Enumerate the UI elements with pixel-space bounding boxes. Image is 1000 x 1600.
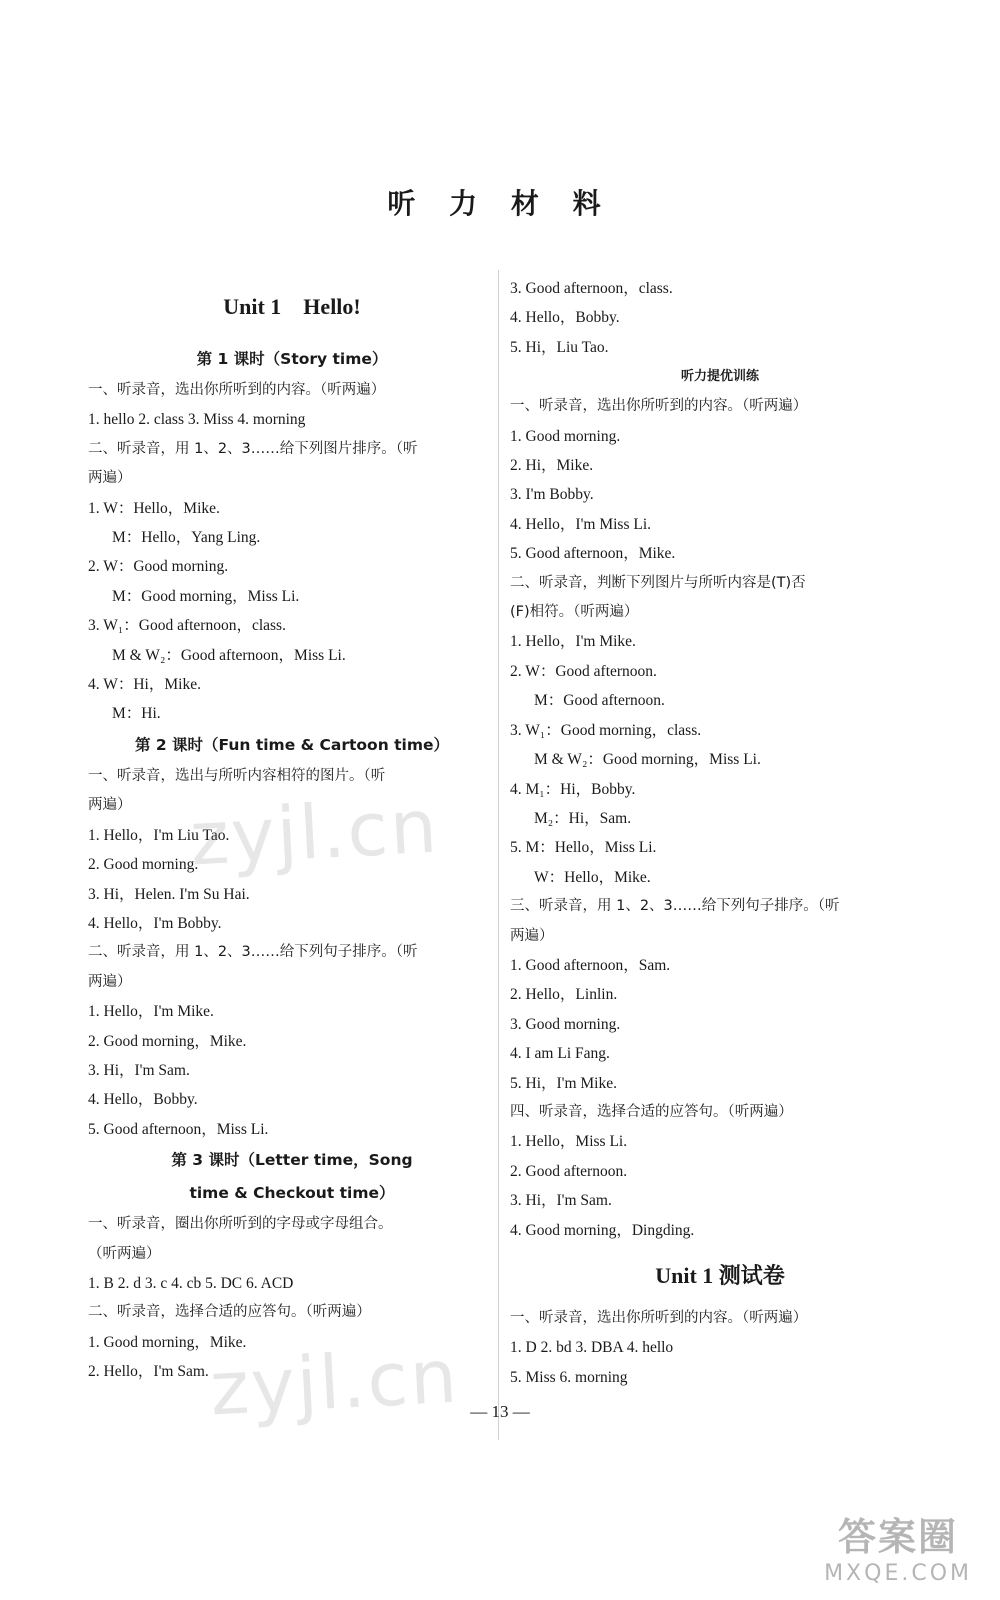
corner-logo — [824, 1506, 972, 1586]
test-lines — [510, 1304, 930, 1392]
transcript-line: 4. Hello，Bobby. — [510, 309, 620, 327]
instruction-line: 一、听录音，选出你所听到的内容。（听两遍） — [510, 398, 808, 415]
watermark: zyjl.cn — [207, 1333, 461, 1433]
transcript-line: 2. Good morning，Mike. — [88, 1032, 247, 1050]
transcript-line: 1. Good afternoon，Sam. — [510, 956, 671, 974]
transcript-line: 3. Hi，Helen. I'm Su Hai. — [88, 885, 250, 903]
transcript-line: M：Hello，Yang Ling. — [112, 529, 261, 547]
transcript-line: 2. Hello，I'm Sam. — [88, 1363, 209, 1381]
lesson-3-title-line2: time & Checkout time） — [189, 1184, 395, 1203]
transcript-line: M & W₂：Good afternoon，Miss Li. — [112, 646, 346, 664]
instruction-line: 二、听录音，用 1、2、3……给下列图片排序。（听 — [88, 440, 418, 457]
transcript-line: 4. Good morning，Dingding. — [510, 1221, 695, 1239]
instruction-line: 二、听录音，判断下列图片与所听内容是(T)否 — [510, 574, 806, 591]
transcript-line: 4. Hello，I'm Miss Li. — [510, 515, 651, 533]
transcript-line: 4. Hello，Bobby. — [88, 1091, 198, 1109]
transcript-line: 1. Hello，Miss Li. — [510, 1133, 628, 1151]
transcript-line: 5. Miss 6. morning — [510, 1368, 628, 1386]
lesson-2-title: 第 2 课时（Fun time & Cartoon time） — [134, 735, 450, 754]
unit-title: Unit 1 Hello! — [223, 294, 361, 319]
transcript-line: 3. Good afternoon，class. — [510, 280, 673, 297]
instruction-line: 两遍） — [88, 973, 132, 990]
transcript-line: 3. Hi，I'm Sam. — [510, 1192, 612, 1210]
transcript-line: 5. Good afternoon，Mike. — [510, 545, 676, 563]
transcript-line: 1. Good morning，Mike. — [88, 1333, 247, 1351]
page-title: 听 力 材 料 — [387, 187, 613, 220]
transcript-line: 4. W：Hi，Mike. — [88, 676, 201, 694]
transcript-line: 2. Good morning. — [88, 856, 199, 874]
transcript-line: 3. I'm Bobby. — [510, 486, 594, 504]
training-lines — [510, 392, 930, 1245]
instruction-line: 一、听录音，选出与所听内容相符的图片。（听 — [88, 767, 386, 784]
transcript-line: M & W₂：Good morning，Miss Li. — [534, 751, 761, 769]
transcript-line: 3. W₁：Good afternoon，class. — [88, 617, 286, 635]
instruction-line: 三、听录音，用 1、2、3……给下列句子排序。（听 — [510, 898, 840, 915]
transcript-line: 5. Hi，I'm Mike. — [510, 1074, 617, 1092]
instruction-line: 两遍） — [88, 470, 132, 487]
transcript-line: 4. Hello，I'm Bobby. — [88, 914, 222, 932]
transcript-line: W：Hello，Mike. — [534, 868, 651, 886]
transcript-line: 1. D 2. bd 3. DBA 4. hello — [510, 1339, 674, 1357]
corner-logo-line1: 答案圈 — [838, 1515, 959, 1559]
continued-lines — [510, 274, 930, 362]
transcript-line: 1. hello 2. class 3. Miss 4. morning — [88, 411, 306, 429]
transcript-line: 5. M：Hello，Miss Li. — [510, 839, 657, 857]
transcript-line: 1. Hello，I'm Mike. — [510, 633, 636, 651]
lesson-1-title: 第 1 课时（Story time） — [196, 350, 388, 368]
transcript-line: 3. W₁：Good morning，class. — [510, 721, 702, 739]
watermark: zyjl.cn — [187, 783, 441, 883]
lesson-1-lines — [88, 376, 496, 729]
transcript-line: 1. Hello，I'm Mike. — [88, 1003, 214, 1021]
transcript-line: 2. Good afternoon. — [510, 1162, 628, 1180]
instruction-line: 二、听录音，用 1、2、3……给下列句子排序。（听 — [88, 944, 418, 961]
transcript-line: 4. M₁：Hi，Bobby. — [510, 780, 636, 798]
page-number: — 13 — — [470, 1402, 530, 1421]
transcript-line: 3. Good morning. — [510, 1015, 621, 1033]
transcript-line: 1. B 2. d 3. c 4. cb 5. DC 6. ACD — [88, 1274, 294, 1292]
transcript-line: 2. W：Good afternoon. — [510, 662, 657, 680]
instruction-line: 一、听录音，选出你所听到的内容。（听两遍） — [510, 1310, 808, 1326]
transcript-line: M₂：Hi，Sam. — [534, 809, 632, 827]
transcript-line: 1. Good morning. — [510, 427, 621, 445]
training-title: 听力提优训练 — [680, 369, 759, 385]
instruction-line: (F)相符。（听两遍） — [510, 604, 639, 621]
test-title: Unit 1 测试卷 — [655, 1263, 785, 1288]
instruction-line: 两遍） — [88, 797, 132, 814]
right-column — [510, 274, 930, 1392]
transcript-line: M：Good afternoon. — [534, 692, 665, 710]
column-divider — [498, 270, 499, 1440]
instruction-line: 四、听录音，选择合适的应答句。（听两遍） — [510, 1103, 793, 1120]
instruction-line: 一、听录音，圈出你所听到的字母或字母组合。 — [88, 1216, 393, 1233]
instruction-line: 两遍） — [510, 927, 554, 944]
transcript-line: 1. W：Hello，Mike. — [88, 499, 220, 517]
transcript-line: M：Good morning，Miss Li. — [112, 587, 300, 605]
instruction-line: （听两遍） — [88, 1245, 161, 1262]
transcript-line: 5. Good afternoon，Miss Li. — [88, 1120, 269, 1138]
transcript-line: 5. Hi，Liu Tao. — [510, 338, 609, 356]
transcript-line: 4. I am Li Fang. — [510, 1045, 610, 1063]
instruction-line: 一、听录音，选出你所听到的内容。（听两遍） — [88, 382, 386, 398]
transcript-line: 2. Hello，Linlin. — [510, 986, 618, 1004]
transcript-line: M：Hi. — [112, 705, 161, 723]
lesson-3-title-line1: 第 3 课时（Letter time，Song — [171, 1151, 413, 1170]
transcript-line: 1. Hello，I'm Liu Tao. — [88, 826, 230, 844]
transcript-line: 2. W：Good morning. — [88, 558, 229, 576]
transcript-line: 2. Hi，Mike. — [510, 457, 594, 475]
corner-logo-line2: MXQE.COM — [824, 1561, 972, 1586]
instruction-line: 二、听录音，选择合适的应答句。（听两遍） — [88, 1304, 371, 1321]
transcript-line: 3. Hi，I'm Sam. — [88, 1061, 190, 1079]
